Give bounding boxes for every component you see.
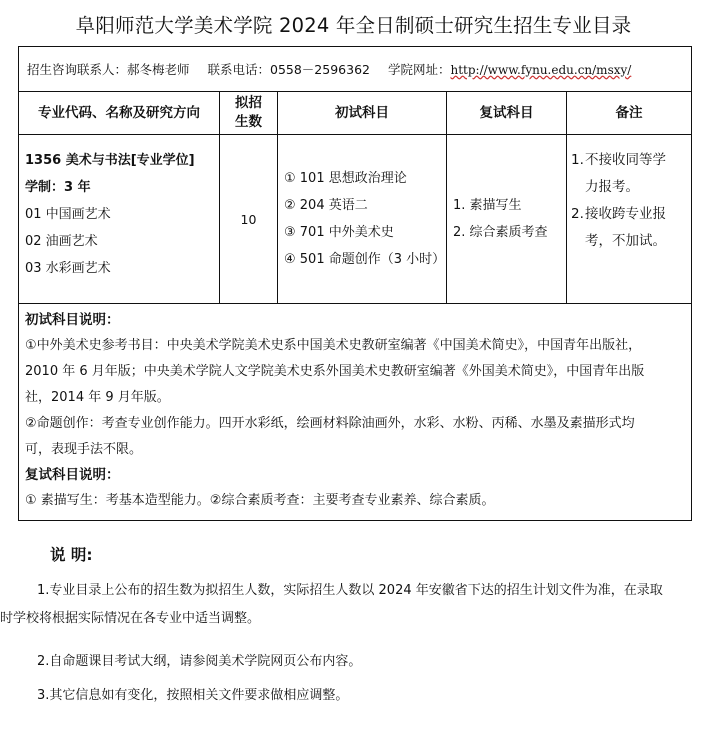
initial-note-line: ①中外美术史参考书目：中央美术学院美术史系中国美术史教研室编著《中国美术简史》，中国青年出版社，	[25, 338, 642, 353]
initial-note-line: 可，表现手法不限。	[25, 442, 143, 457]
remark-number: 1.	[571, 152, 584, 168]
header-major: 专业代码、名称及研究方向	[19, 92, 220, 135]
quota-cell: 10	[220, 135, 278, 304]
remark-text	[585, 201, 666, 255]
header-retest: 复试科目	[447, 92, 567, 135]
initial-subject: ② 204 英语二	[284, 198, 368, 213]
header-initial: 初试科目	[278, 92, 447, 135]
remark-line: 不接收同等学	[585, 152, 666, 168]
initial-note-line: 2010 年 6 月年版；中央美术学院人文学院美术史系外国美术史教研室编著《外国美术简史》，中国青年出版	[25, 364, 645, 379]
explanation-item-1-cont: 时学校将根据实际情况在各专业中适当调整。	[0, 611, 261, 626]
major-duration: 学制：3 年	[25, 180, 91, 195]
notes-row	[19, 304, 692, 521]
website-label: 学院网址：	[387, 62, 451, 77]
remark-text	[585, 147, 666, 201]
retest-subject: 1. 素描写生	[453, 198, 522, 213]
website-link[interactable]: http://www.fynu.edu.cn/msxy/	[450, 63, 632, 77]
remarks-cell	[567, 135, 692, 304]
remark-line: 接收跨专业报	[585, 206, 666, 222]
contact-row	[19, 47, 692, 92]
initial-note-line: 社，2014 年 9 月年版。	[25, 390, 170, 405]
contact-phone: 联系电话：0558－2596362	[207, 62, 370, 77]
contact-person: 招生咨询联系人：郝冬梅老师	[27, 62, 190, 77]
remark-line: 考，不加试。	[585, 233, 666, 249]
retest-subjects-cell	[447, 135, 567, 304]
major-cell	[19, 135, 220, 304]
remark-item	[571, 147, 687, 201]
remark-item	[571, 201, 687, 255]
retest-subject: 2. 综合素质考查	[453, 225, 548, 240]
direction-item: 01 中国画艺术	[25, 207, 111, 222]
retest-note-line: ① 素描写生：考基本造型能力。②综合素质考查：主要考查专业素养、综合素质。	[25, 493, 495, 508]
header-row	[19, 92, 692, 135]
explanation-heading: 说 明:	[50, 546, 93, 564]
remark-line: 力报考。	[585, 179, 639, 195]
explanation-item-3: 3.其它信息如有变化，按照相关文件要求做相应调整。	[37, 688, 349, 703]
header-remarks: 备注	[567, 92, 692, 135]
direction-item: 03 水彩画艺术	[25, 261, 111, 276]
direction-item: 02 油画艺术	[25, 234, 98, 249]
retest-notes-heading: 复试科目说明：	[25, 467, 120, 483]
major-title: 1356 美术与书法[专业学位]	[25, 153, 195, 168]
initial-subject: ④ 501 命题创作（3 小时）	[284, 252, 446, 267]
header-quota-line2: 生数	[235, 114, 262, 130]
explanation-item-1: 1.专业目录上公布的招生数为拟招生人数，实际招生人数以 2024 年安徽省下达的招生计划文件为准，在录取	[37, 583, 663, 598]
explanation-item-2: 2.自命题课目考试大纲，请参阅美术学院网页公布内容。	[37, 654, 362, 669]
header-quota	[220, 92, 278, 135]
major-row	[19, 135, 692, 304]
initial-note-line: ②命题创作：考查专业创作能力。四开水彩纸，绘画材料除油画外，水彩、水粉、丙稀、水墨及素描形式均	[25, 416, 635, 431]
header-quota-line1: 拟招	[235, 95, 262, 111]
catalog-table	[18, 46, 692, 521]
page-title: 阜阳师范大学美术学院 2024 年全日制硕士研究生招生专业目录	[75, 14, 632, 37]
initial-notes-heading: 初试科目说明：	[25, 312, 120, 328]
remark-number: 2.	[571, 206, 584, 222]
initial-subject: ③ 701 中外美术史	[284, 225, 394, 240]
initial-subject: ① 101 思想政治理论	[284, 171, 407, 186]
initial-subjects-cell	[278, 135, 447, 304]
notes-cell	[19, 304, 692, 521]
